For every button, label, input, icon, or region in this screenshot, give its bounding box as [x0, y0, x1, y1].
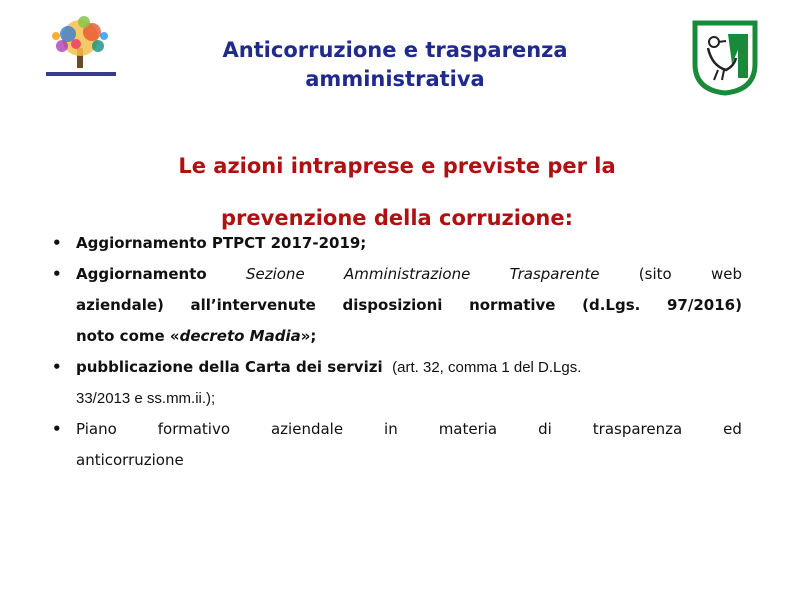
list-item-line — [76, 290, 742, 321]
page-title — [150, 36, 640, 94]
word: • Piano — [76, 420, 117, 438]
word: normative — [469, 296, 556, 314]
list-item-line — [76, 414, 742, 445]
list-item — [52, 352, 742, 414]
text-segment: (art. 32, comma 1 del D.Lgs. — [392, 359, 582, 376]
text-segment: 33/2013 e ss.mm.ii.); — [76, 390, 216, 407]
organization-logo-left — [40, 14, 122, 84]
list-item-text: Aggiornamento PTPCT 2017-2019; — [76, 234, 367, 252]
text-segment: pubblicazione della Carta dei servizi — [76, 358, 383, 376]
word: formativo — [157, 420, 231, 438]
text-segment: »; — [300, 327, 317, 345]
regione-marche-logo — [692, 20, 758, 96]
word: aziendale — [270, 420, 344, 438]
list-item — [52, 259, 742, 352]
list-item-line — [76, 445, 742, 476]
tree-logo-icon — [40, 14, 122, 84]
title-line-2: amministrativa — [305, 67, 485, 91]
word: (d.Lgs. — [582, 296, 641, 314]
word: trasparenza — [592, 420, 683, 438]
word: 97/2016) — [666, 296, 742, 314]
text-segment: noto come « — [76, 327, 180, 345]
actions-list — [52, 228, 742, 476]
word: disposizioni — [342, 296, 443, 314]
word: ed — [723, 420, 742, 438]
word: aziendale) — [76, 296, 164, 314]
decree-name: decreto Madia — [179, 327, 301, 345]
word: Amministrazione — [343, 265, 471, 283]
word: • Aggiornamento — [76, 265, 207, 283]
word: all’intervenute — [190, 296, 316, 314]
list-item — [52, 414, 742, 476]
word: di — [538, 420, 552, 438]
list-item-line — [76, 321, 742, 352]
list-item — [52, 228, 742, 259]
word: Sezione — [245, 265, 305, 283]
word: materia — [438, 420, 498, 438]
section-heading-line-2: prevenzione della corruzione: — [221, 206, 573, 230]
shield-logo-icon — [692, 20, 758, 96]
text-segment: anticorruzione — [76, 451, 184, 469]
list-item-line — [76, 352, 742, 383]
title-line-1: Anticorruzione e trasparenza — [222, 38, 568, 62]
word: Trasparente — [509, 265, 600, 283]
section-heading-line-1: Le azioni intraprese e previste per la — [178, 154, 616, 178]
word: in — [384, 420, 398, 438]
list-item-line — [76, 259, 742, 290]
word: (sito — [638, 265, 672, 283]
list-item-line — [76, 383, 742, 414]
word: web — [710, 265, 742, 283]
